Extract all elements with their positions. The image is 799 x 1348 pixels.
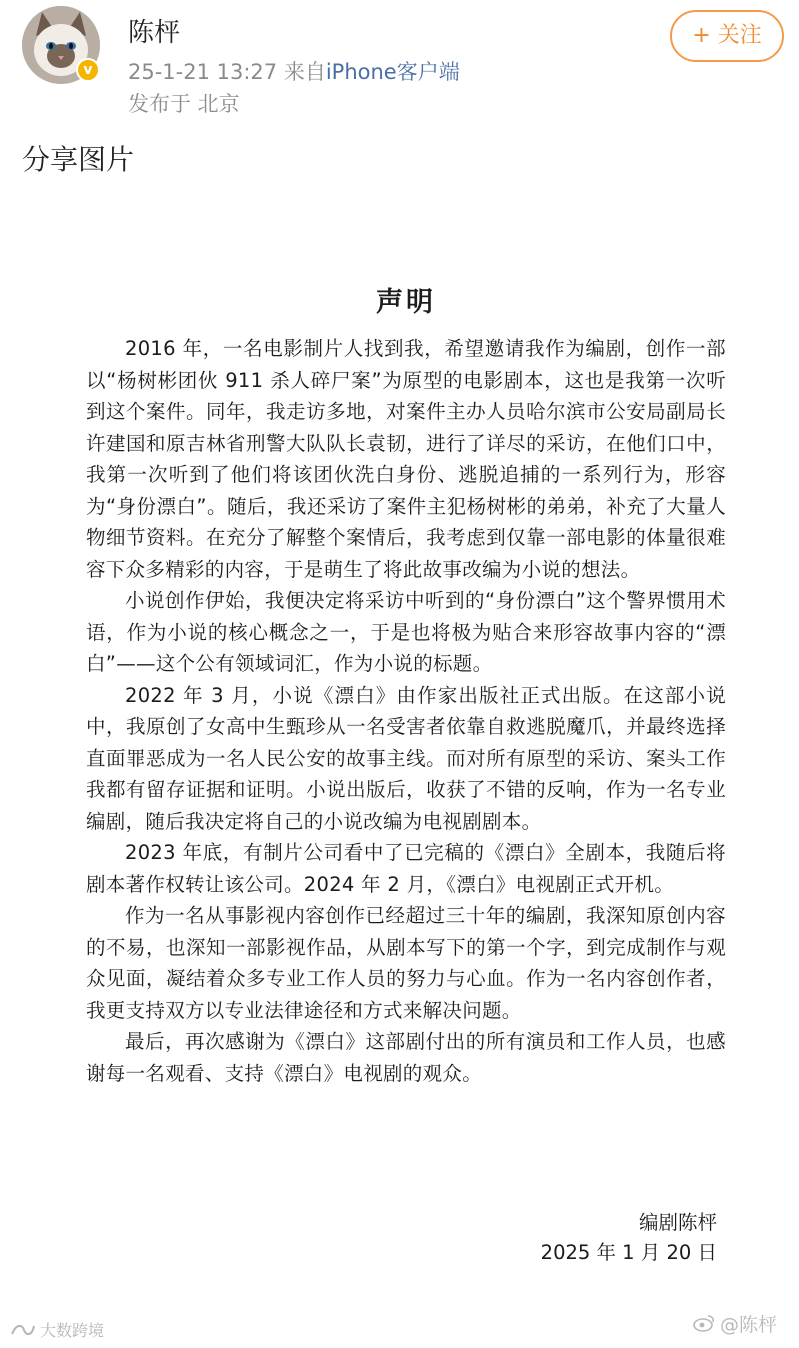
post-timestamp: 25-1-21 13:27 (128, 60, 278, 84)
statement-paragraph: 最后，再次感谢为《漂白》这部剧付出的所有演员和工作人员，也感谢每一名观看、支持《漂白》电视剧的观众。 (86, 1030, 726, 1085)
verified-badge-icon: v (76, 58, 100, 82)
post-meta (128, 56, 460, 86)
statement-image[interactable] (86, 280, 726, 1089)
statement-paragraph: 小说创作伊始，我便决定将采访中听到的“身份漂白”这个警界惯用术语，作为小说的核心概念之一，于是也将极为贴合来形容故事内容的“漂白”——这个公有领域词汇，作为小说的标题。 (86, 589, 726, 675)
brand-logo-icon (10, 1322, 36, 1342)
follow-button[interactable]: + 关注 (670, 10, 784, 62)
statement-signature: 编剧陈枰 (638, 1211, 717, 1234)
watermark-left (10, 1318, 104, 1342)
watermark-left-text: 大数跨境 (40, 1321, 105, 1340)
statement-paragraph: 2023 年底，有制片公司看中了已完稿的《漂白》全剧本，我随后将剧本著作权转让该公司。2024 年 2 月，《漂白》电视剧正式开机。 (86, 841, 726, 896)
watermark-right (692, 1310, 777, 1338)
statement-paragraph: 作为一名从事影视内容创作已经超过三十年的编剧，我深知原创内容的不易，也深知一部影视作品，从剧本写下的第一个字，到完成制作与观众见面，凝结着众多专业工作人员的努力与心血。作为一名内容创作者，我更支持双方以专业法律途径和方式来解决问题。 (86, 904, 726, 1022)
post-location: 发布于 北京 (128, 92, 240, 116)
statement-date: 2025 年 1 月 20 日 (540, 1241, 717, 1264)
watermark-right-text: @陈枰 (719, 1314, 777, 1336)
post-text: 分享图片 (22, 143, 135, 176)
username[interactable]: 陈枰 (128, 18, 181, 48)
source-app-link[interactable]: iPhone客户端 (325, 60, 460, 84)
statement-paragraph: 2016 年，一名电影制片人找到我，希望邀请我作为编剧，创作一部以“杨树彬团伙 911 杀人碎尸案”为原型的电影剧本，这也是我第一次听到这个案件。同年，我走访多地，对案件主办人员哈尔滨市公安局副局长许建国和原吉林省刑警大队队长袁韧，进行了详尽的采访，在他们口中，我第一次听到了他们将该团伙洗白身份、逃脱追捕的一系列行为，形容为“身份漂白”。随后，我还采访了案件主犯杨树彬的弟弟，补充了大量人物细节资料。在充分了解整个案情后，我考虑到仅靠一部电影的体量很难容下众多精彩的内容，于是萌生了将此故事改编为小说的想法。 (86, 337, 726, 581)
statement-title: 声明 (376, 287, 436, 318)
source-prefix: 来自 (283, 60, 326, 84)
weibo-logo-icon (692, 1313, 716, 1338)
statement-paragraph: 2022 年 3 月，小说《漂白》由作家出版社正式出版。在这部小说中，我原创了女高中生甄珍从一名受害者依靠自救逃脱魔爪，并最终选择直面罪恶成为一名人民公安的故事主线。而对所有原型的采访、案头工作我都有留存证据和证明。小说出版后，收获了不错的反响，作为一名专业编剧，随后我决定将自己的小说改编为电视剧剧本。 (86, 683, 726, 833)
